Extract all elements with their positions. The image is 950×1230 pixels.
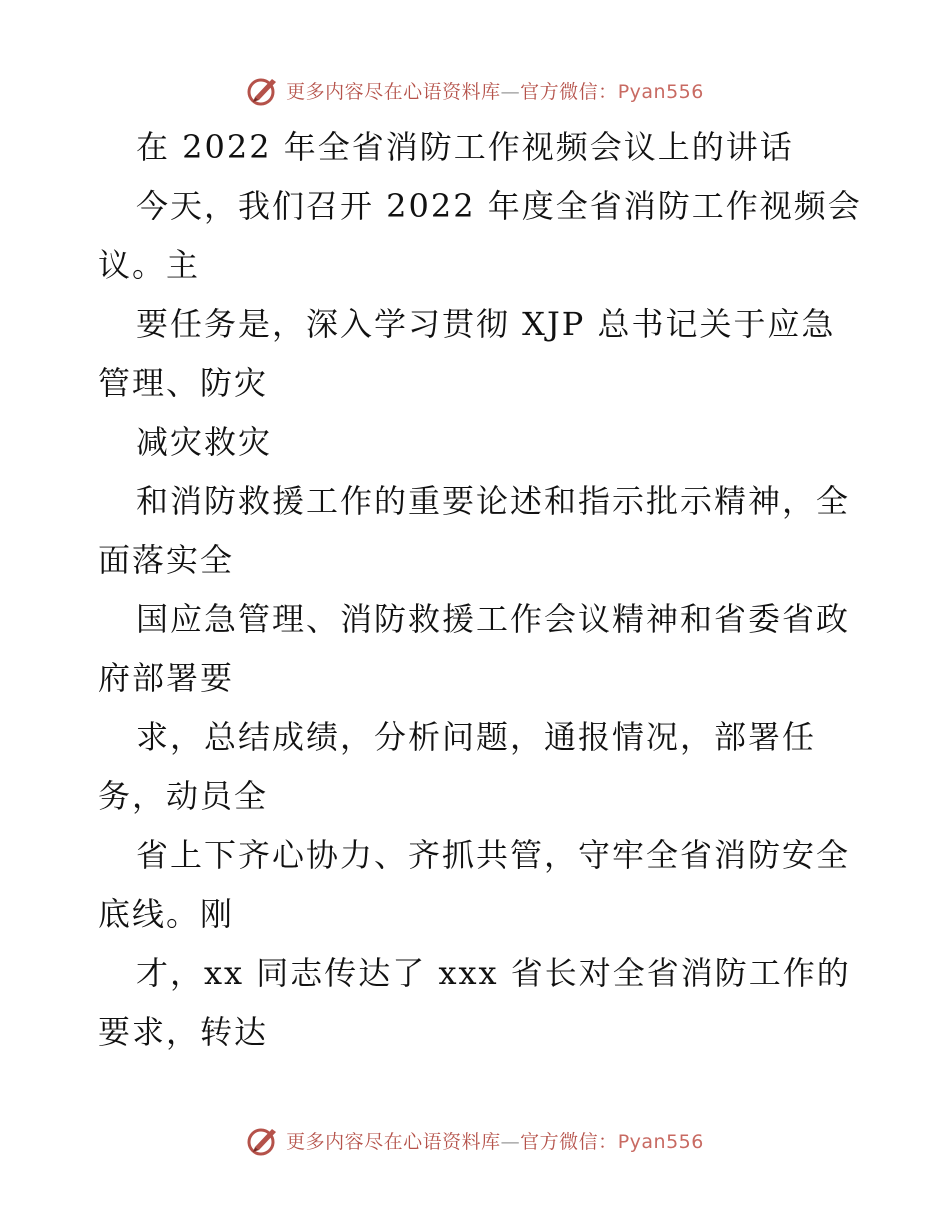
watermark-main-text: 更多内容尽在心语资料库 bbox=[286, 80, 501, 103]
pen-logo-icon bbox=[246, 73, 280, 107]
watermark-dash: — bbox=[500, 1130, 521, 1153]
watermark-label: 官方微信： bbox=[520, 1130, 618, 1153]
text-line: 管理、防灾 bbox=[98, 364, 269, 402]
watermark-main-text: 更多内容尽在心语资料库 bbox=[286, 1130, 501, 1153]
watermark-header bbox=[0, 70, 950, 110]
pen-logo-icon bbox=[246, 1123, 280, 1157]
text-line: 要求，转达 bbox=[98, 1013, 269, 1051]
document-body bbox=[98, 118, 868, 1062]
text-line: 府部署要 bbox=[98, 659, 235, 697]
text-line: 务，动员全 bbox=[98, 777, 269, 815]
text-line: 要任务是，深入学习贯彻 XJP 总书记关于应急 bbox=[136, 305, 836, 343]
text-line: 才，xx 同志传达了 xxx 省长对全省消防工作的 bbox=[136, 954, 851, 992]
text-line: 省上下齐心协力、齐抓共管，守牢全省消防安全 bbox=[136, 836, 851, 874]
text-line: 面落实全 bbox=[98, 541, 235, 579]
text-line: 求，总结成绩，分析问题，通报情况，部署任 bbox=[136, 718, 817, 756]
text-line: 议。主 bbox=[98, 246, 201, 284]
text-line: 今天，我们召开 2022 年度全省消防工作视频会 bbox=[136, 187, 862, 225]
watermark-dash: — bbox=[500, 80, 521, 103]
text-line: 减灾救灾 bbox=[136, 423, 273, 461]
watermark-label: 官方微信： bbox=[520, 80, 618, 103]
watermark-wechat-id: Pyan556 bbox=[617, 80, 704, 103]
text-line: 国应急管理、消防救援工作会议精神和省委省政 bbox=[136, 600, 851, 638]
text-line: 和消防救援工作的重要论述和指示批示精神，全 bbox=[136, 482, 851, 520]
watermark-footer bbox=[0, 1120, 950, 1160]
document-title: 在 2022 年全省消防工作视频会议上的讲话 bbox=[136, 128, 794, 166]
watermark-wechat-id: Pyan556 bbox=[617, 1130, 704, 1153]
text-line: 底线。刚 bbox=[98, 895, 235, 933]
